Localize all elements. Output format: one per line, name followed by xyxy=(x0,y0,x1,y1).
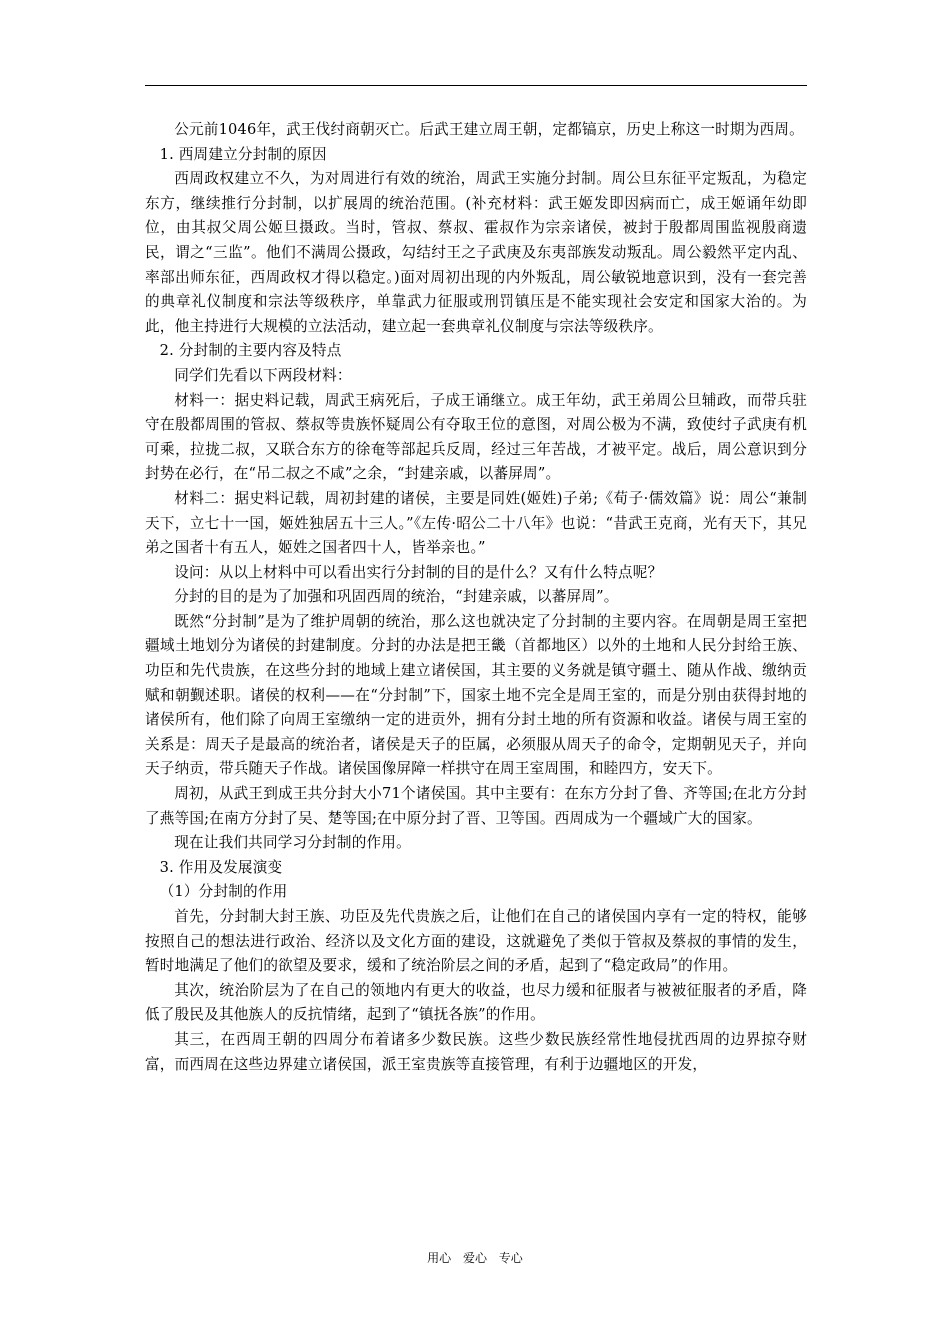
section-heading-1: 1. 西周建立分封制的原因 xyxy=(159,145,327,163)
paragraph-material-1: 材料一：据史料记载，周武王病死后，子成王诵继立。成王年幼，武王弟周公旦辅政，而带兵驻守在殷都周围的管叔、蔡叔等贵族怀疑周公有夺取王位的意图，对周公极为不满，致使纣子武庚有机可乘，拉拢二叔，又联合东方的徐奄等部起兵反周，经过三年苦战，才被平定。战后，周公意识到分封势在必行，在“吊二叔之不咸”之余，“封建亲戚，以蕃屏周”。 xyxy=(145,391,807,483)
paragraph-reasons: 西周政权建立不久，为对周进行有效的统治，周武王实施分封制。周公旦东征平定叛乱，为稳定东方，继续推行分封制，以扩展周的统治范围。(补充材料：武王姬发即因病而亡，成王姬诵年幼即位，由其叔父周公姬旦摄政。当时，管叔、蔡叔、霍叔作为宗亲诸侯，被封于殷都周围监视殷商遗民，谓之“三监”。他们不满周公摄政，勾结纣王之子武庚及东夷部族发动叛乱。周公毅然平定内乱、率部出师东征，西周政权才得以稳定。)面对周初出现的内外叛乱，周公敏锐地意识到，没有一套完善的典章礼仪制度和宗法等级秩序，单靠武力征服或刑罚镇压是不能实现社会安定和国家大治的。为此，他主持进行大规模的立法活动，建立起一套典章礼仪制度与宗法等级秩序。 xyxy=(145,170,807,335)
section-heading-2: 2. 分封制的主要内容及特点 xyxy=(159,342,342,360)
paragraph-effect-2: 其次，统治阶层为了在自己的领地内有更大的收益，也尽力缓和征服者与被被征服者的矛盾，降低了殷民及其他族人的反抗情绪，起到了“镇抚各族”的作用。 xyxy=(145,981,807,1024)
paragraph-states: 周初，从武王到成王共分封大小71个诸侯国。其中主要有：在东方分封了鲁、齐等国;在北方分封了燕等国;在南方分封了吴、楚等国;在中原分封了晋、卫等国。西周成为一个疆域广大的国家。 xyxy=(145,785,807,827)
section-heading-3: 3. 作用及发展演变 xyxy=(159,858,283,876)
paragraph-material-2: 材料二：据史料记载，周初封建的诸侯，主要是同姓(姬姓)子弟;《荀子·儒效篇》说：周公“兼制天下，立七十一国，姬姓独居五十三人。”《左传·昭公二十八年》也说：“昔武王克商，光有天下，其兄弟之国者十有五人，姬姓之国者四十人，皆举亲也。” xyxy=(145,489,807,557)
paragraph-intro: 公元前1046年，武王伐纣商朝灭亡。后武王建立周王朝，定都镐京，历史上称这一时期为西周。 xyxy=(174,121,804,138)
page-footer: 用心 爱心 专心 xyxy=(427,1251,523,1265)
paragraph-effect-3: 其三，在西周王朝的四周分布着诸多少数民族。这些少数民族经常性地侵扰西周的边界掠夺财富，而西周在这些边界建立诸侯国，派王室贵族等直接管理，有利于边疆地区的开发， xyxy=(145,1030,807,1073)
subsection-heading-1: （1）分封制的作用 xyxy=(159,883,288,901)
paragraph-purpose: 分封的目的是为了加强和巩固西周的统治，“封建亲戚，以蕃屏周”。 xyxy=(174,588,619,606)
paragraph-effect-1: 首先，分封制大封王族、功臣及先代贵族之后，让他们在自己的诸侯国内享有一定的特权，能够按照自己的想法进行政治、经济以及文化方面的建设，这就避免了类似于管叔及蔡叔的事情的发生，暂时地满足了他们的欲望及要求，缓和了统治阶层之间的矛盾，起到了“稳定政局”的作用。 xyxy=(145,908,807,975)
paragraph-content: 既然“分封制”是为了维护周朝的统治，那么这也就决定了分封制的主要内容。在周朝是周王室把疆域土地划分为诸侯的封建制度。分封的办法是把王畿（首都地区）以外的土地和人民分封给王族、功臣和先代贵族，在这些分封的地域上建立诸侯国，其主要的义务就是镇守疆土、随从作战、缴纳贡赋和朝觐述职。诸侯的权利——在“分封制”下，国家土地不完全是周王室的，而是分别由获得封地的诸侯所有，他们除了向周王室缴纳一定的进贡外，拥有分封土地的所有资源和收益。诸侯与周王室的关系是：周天子是最高的统治者，诸侯是天子的臣属，必须服从周天子的命令，定期朝见天子，并向天子纳贡，带兵随天子作战。诸侯国像屏障一样拱守在周王室周围，和睦四方，安天下。 xyxy=(145,612,807,778)
document-body xyxy=(145,118,807,1077)
paragraph-transition: 现在让我们共同学习分封制的作用。 xyxy=(174,834,411,852)
header-rule xyxy=(145,85,807,86)
paragraph-materials-intro: 同学们先看以下两段材料： xyxy=(174,366,352,384)
paragraph-question: 设问：从以上材料中可以看出实行分封制的目的是什么？又有什么特点呢？ xyxy=(174,563,663,581)
